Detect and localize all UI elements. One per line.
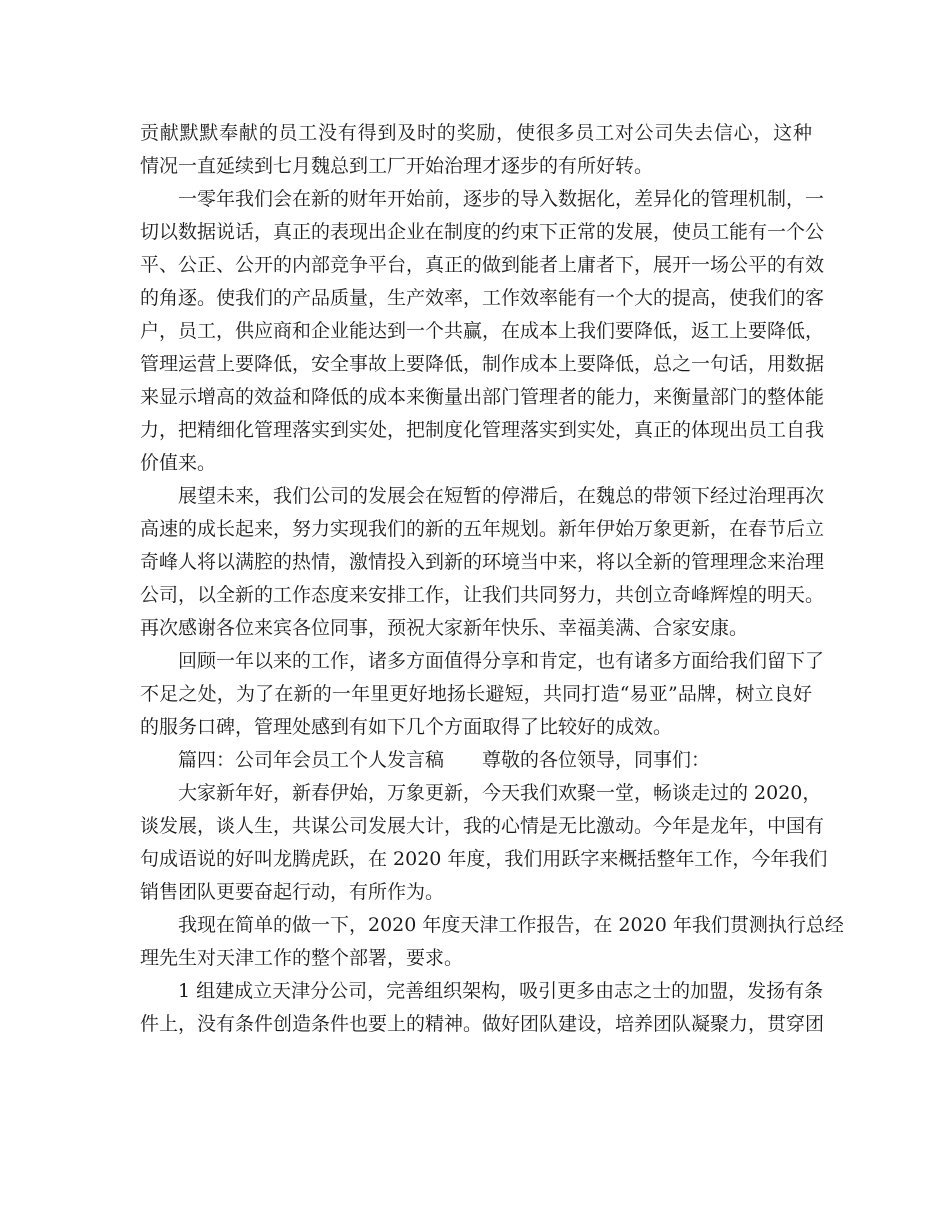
text-line: 价值来。 bbox=[140, 452, 217, 474]
text-line: 销售团队更要奋起行动，有所作为。 bbox=[140, 881, 445, 903]
text-line: 谈发展，谈人生，共谋公司发展大计，我的心情是无比激动。今年是龙年，中国有 bbox=[140, 815, 825, 837]
text-line: 管理运营上要降低，安全事故上要降低，制作成本上要降低，总之一句话，用数据 bbox=[140, 353, 825, 375]
text-line: 句成语说的好叫龙腾虎跃，在 2020 年度，我们用跃字来概括整年工作，今年我们 bbox=[140, 848, 828, 870]
paragraph-start: 展望未来，我们公司的发展会在短暂的停滞后，在魏总的带领下经过治理再次 bbox=[178, 485, 825, 507]
text-line: 户，员工，供应商和企业能达到一个共赢，在成本上我们要降低，返工上要降低， bbox=[140, 320, 825, 342]
section-heading bbox=[140, 744, 812, 777]
text-line: 高速的成长起来，努力实现我们的新的五年规划。新年伊始万象更新，在春节后立 bbox=[140, 518, 825, 540]
text-line: 情况一直延续到七月魏总到工厂开始治理才逐步的有所好转。 bbox=[140, 155, 654, 177]
paragraph-start: 一零年我们会在新的财年开始前，逐步的导入数据化，差异化的管理机制，一 bbox=[178, 188, 825, 210]
paragraph-start: 回顾一年以来的工作，诸多方面值得分享和肯定，也有诸多方面给我们留下了 bbox=[178, 650, 825, 672]
paragraph-start: 大家新年好，新春伊始，万象更新，今天我们欢聚一堂，畅谈走过的 2020， bbox=[178, 782, 822, 804]
paragraph-start: 我现在简单的做一下，2020 年度天津工作报告，在 2020 年我们贯测执行总经 bbox=[178, 914, 844, 936]
text-line: 件上，没有条件创造条件也要上的精神。做好团队建设，培养团队凝聚力，贯穿团 bbox=[140, 1013, 825, 1035]
text-line: 理先生对天津工作的整个部署，要求。 bbox=[140, 947, 464, 969]
salutation: 尊敬的各位领导，同事们： bbox=[482, 749, 711, 771]
text-line: 平、公正、公开的内部竞争平台，真正的做到能者上庸者下，展开一场公平的有效 bbox=[140, 254, 825, 276]
text-line: 的角逐。使我们的产品质量，生产效率，工作效率能有一个大的提高，使我们的客 bbox=[140, 287, 825, 309]
text-line: 切以数据说话，真正的表现出企业在制度的约束下正常的发展，使员工能有一个公 bbox=[140, 221, 825, 243]
text-line: 公司，以全新的工作态度来安排工作，让我们共同努力，共创立奇峰辉煌的明天。 bbox=[140, 584, 825, 606]
text-line: 来显示增高的效益和降低的成本来衡量出部门管理者的能力，来衡量部门的整体能 bbox=[140, 386, 825, 408]
text-line: 不足之处，为了在新的一年里更好地扬长避短，共同打造“易亚”品牌，树立良好 bbox=[140, 683, 812, 705]
text-line: 的服务口碑，管理处感到有如下几个方面取得了比较好的成效。 bbox=[140, 716, 673, 738]
document-body bbox=[140, 117, 844, 1041]
text-line: 贡献默默奉献的员工没有得到及时的奖励，使很多员工对公司失去信心，这种 bbox=[140, 122, 812, 144]
section-title: 篇四：公司年会员工个人发言稿 bbox=[178, 749, 445, 771]
text-line: 力，把精细化管理落实到实处，把制度化管理落实到实处，真正的体现出员工自我 bbox=[140, 419, 825, 441]
text-line: 再次感谢各位来宾各位同事，预祝大家新年快乐、幸福美满、合家安康。 bbox=[140, 617, 749, 639]
paragraph-start: 1 组建成立天津分公司，完善组织架构，吸引更多由志之士的加盟，发扬有条 bbox=[178, 980, 824, 1002]
text-line: 奇峰人将以满腔的热情，激情投入到新的环境当中来，将以全新的管理理念来治理 bbox=[140, 551, 825, 573]
